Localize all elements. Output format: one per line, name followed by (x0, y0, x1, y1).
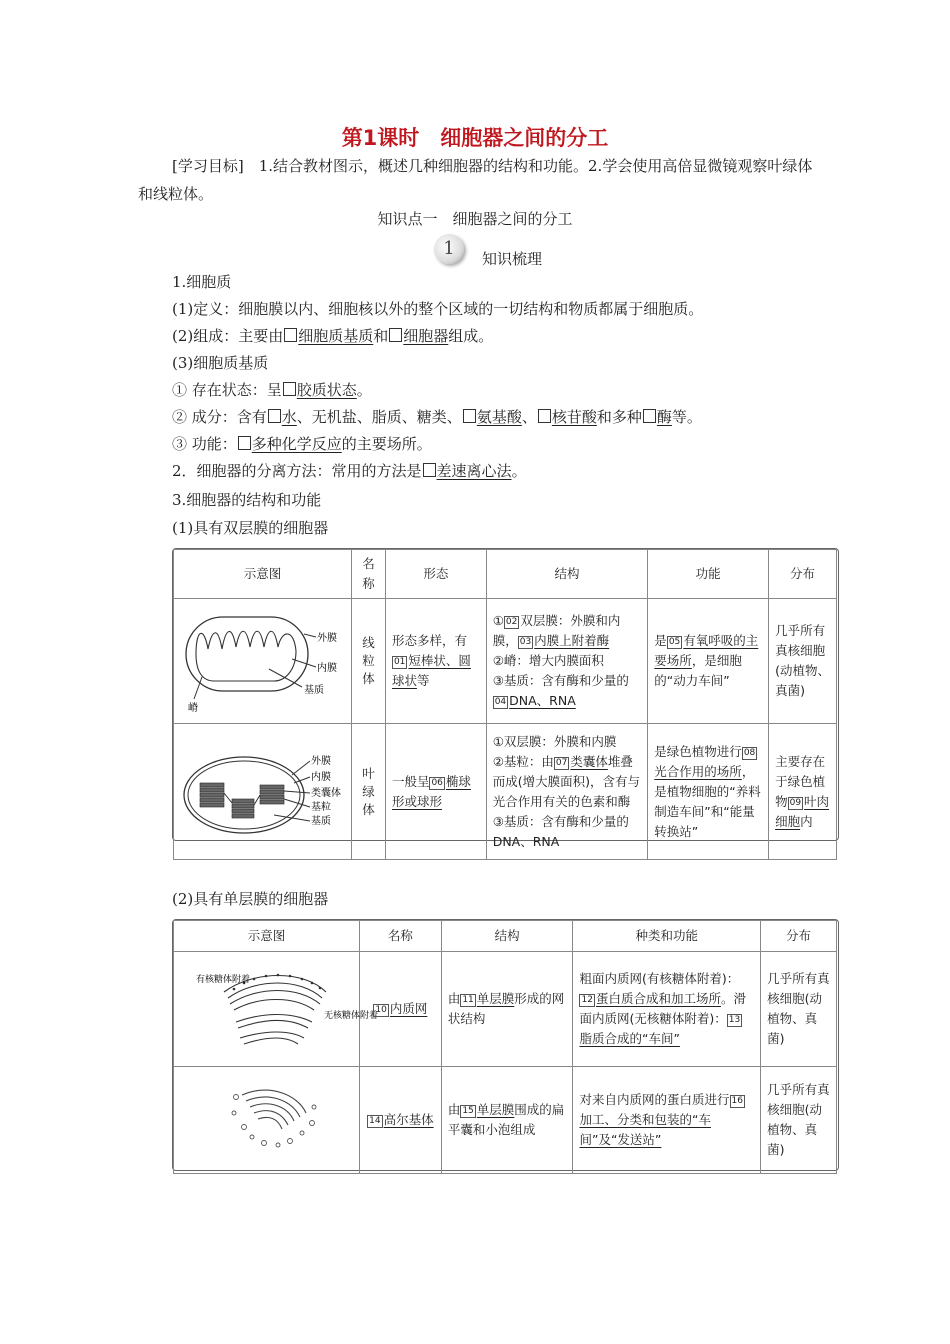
item-1-2: (2)组成：主要由 细胞质基质和 细胞器组成。 (172, 327, 494, 345)
item-components: ② 成分：含有 水、无机盐、脂质、糖类、 氨基酸、 核苷酸和多种 酶等。 (172, 408, 702, 426)
col-header: 结构 (486, 550, 648, 599)
item-1: 1.细胞质 (172, 273, 232, 291)
item-3-2: (2)具有单层膜的细胞器 (172, 890, 329, 908)
golgi-diagram (174, 1067, 360, 1174)
label-outer-membrane: 外膜 (311, 755, 331, 767)
distribution-golgi: 几乎所有真核细胞(动植物、真菌) (761, 1067, 837, 1174)
col-header: 名称 (351, 550, 385, 599)
mitochondria-diagram (174, 599, 352, 724)
page-title: 第1课时 细胞器之间的分工 (341, 126, 609, 150)
col-header: 示意图 (174, 550, 352, 599)
distribution-chloroplast: 主要存在于绿色植物 09 叶肉细胞内 (769, 724, 837, 860)
single-membrane-table (173, 920, 837, 1174)
item-state: ① 存在状态：呈 胶质状态。 (172, 381, 372, 399)
label-rough-er: 有核糖体附着 (196, 975, 251, 985)
label-inner-membrane: 内膜 (311, 771, 331, 783)
item-3: 3.细胞器的结构和功能 (172, 491, 322, 509)
col-header: 功能 (648, 550, 769, 599)
item-1-1: (1)定义：细胞膜以内、细胞核以外的整个区域的一切结构和物质都属于细胞质。 (172, 300, 704, 318)
label-thylakoid: 类囊体 (311, 787, 341, 799)
col-header: 结构 (441, 921, 573, 952)
learning-goals: [学习目标] 1.结合教材图示，概述几种细胞器的结构和功能。2.学会使用高倍显微镜观察叶绿体和线粒体。 (138, 157, 813, 203)
function-mitochondria: 是 05 有氧呼吸的主要场所，是细胞的“动力车间” (648, 599, 769, 724)
label-inner-membrane: 内膜 (317, 663, 337, 674)
name-golgi: 14 高尔基体 (359, 1067, 441, 1174)
circle-number-icon: 1 (434, 234, 464, 264)
label-smooth-er: 无核糖体附着 (324, 1011, 379, 1021)
structure-golgi: 由 15 单层膜围成的扁平囊和小泡组成 (441, 1067, 573, 1174)
item-function: ③ 功能： 多种化学反应的主要场所。 (172, 435, 432, 453)
section-heading: 知识点一 细胞器之间的分工 (377, 210, 573, 228)
structure-mitochondria: ① 02 双层膜：外膜和内膜， 03 内膜上附着酶 ②嵴：增大内膜面积 ③基质：含有酶和少量的04 DNA、RNA (486, 599, 648, 724)
er-diagram (174, 952, 379, 1067)
name-mitochondria: 线粒体 (351, 599, 385, 724)
label-granum: 基粒 (311, 801, 331, 813)
label-cristae: 嵴 (188, 703, 198, 714)
shape-mitochondria: 形态多样，有01 短棒状、圆球状等 (385, 599, 486, 724)
name-chloroplast: 叶绿体 (351, 724, 385, 860)
structure-er: 由 11 单层膜形成的网状结构 (441, 952, 573, 1067)
col-header: 种类和功能 (573, 921, 761, 952)
function-er: 粗面内质网(有核糖体附着)：12 蛋白质合成和加工场所。滑面内质网(无核糖体附着)： 13脂质合成的“车间” (573, 952, 761, 1067)
shape-chloroplast: 一般呈 06 椭球形或球形 (385, 724, 486, 860)
sub-heading: 知识梳理 (482, 250, 543, 268)
distribution-mitochondria: 几乎所有真核细胞(动植物、真菌) (769, 599, 837, 724)
label-matrix: 基质 (304, 685, 324, 696)
col-header: 示意图 (174, 921, 360, 952)
col-header: 分布 (769, 550, 837, 599)
label-outer-membrane: 外膜 (317, 633, 337, 644)
label-stroma: 基质 (311, 815, 331, 827)
function-chloroplast: 是绿色植物进行 08光合作用的场所，是植物细胞的“养料制造车间”和“能量转换站” (648, 724, 769, 860)
col-header: 名称 (359, 921, 441, 952)
function-golgi: 对来自内质网的蛋白质进行 16加工、分类和包装的“车间”及“发送站” (573, 1067, 761, 1174)
item-2: 2．细胞器的分离方法：常用的方法是 差速离心法。 (172, 462, 527, 480)
distribution-er: 几乎所有真核细胞(动植物、真菌) (761, 952, 837, 1067)
chloroplast-diagram (174, 724, 352, 860)
item-1-3: (3)细胞质基质 (172, 354, 269, 372)
double-membrane-table (173, 549, 837, 860)
col-header: 形态 (385, 550, 486, 599)
item-3-1: (1)具有双层膜的细胞器 (172, 519, 329, 537)
col-header: 分布 (761, 921, 837, 952)
name-er: 10 内质网 (359, 952, 441, 1067)
structure-chloroplast: ①双层膜：外膜和内膜 ②基粒：由 07 类囊体堆叠而成(增大膜面积)，含有与光合作用有关的色素和酶 ③基质：含有酶和少量的DNA、RNA (486, 724, 648, 860)
